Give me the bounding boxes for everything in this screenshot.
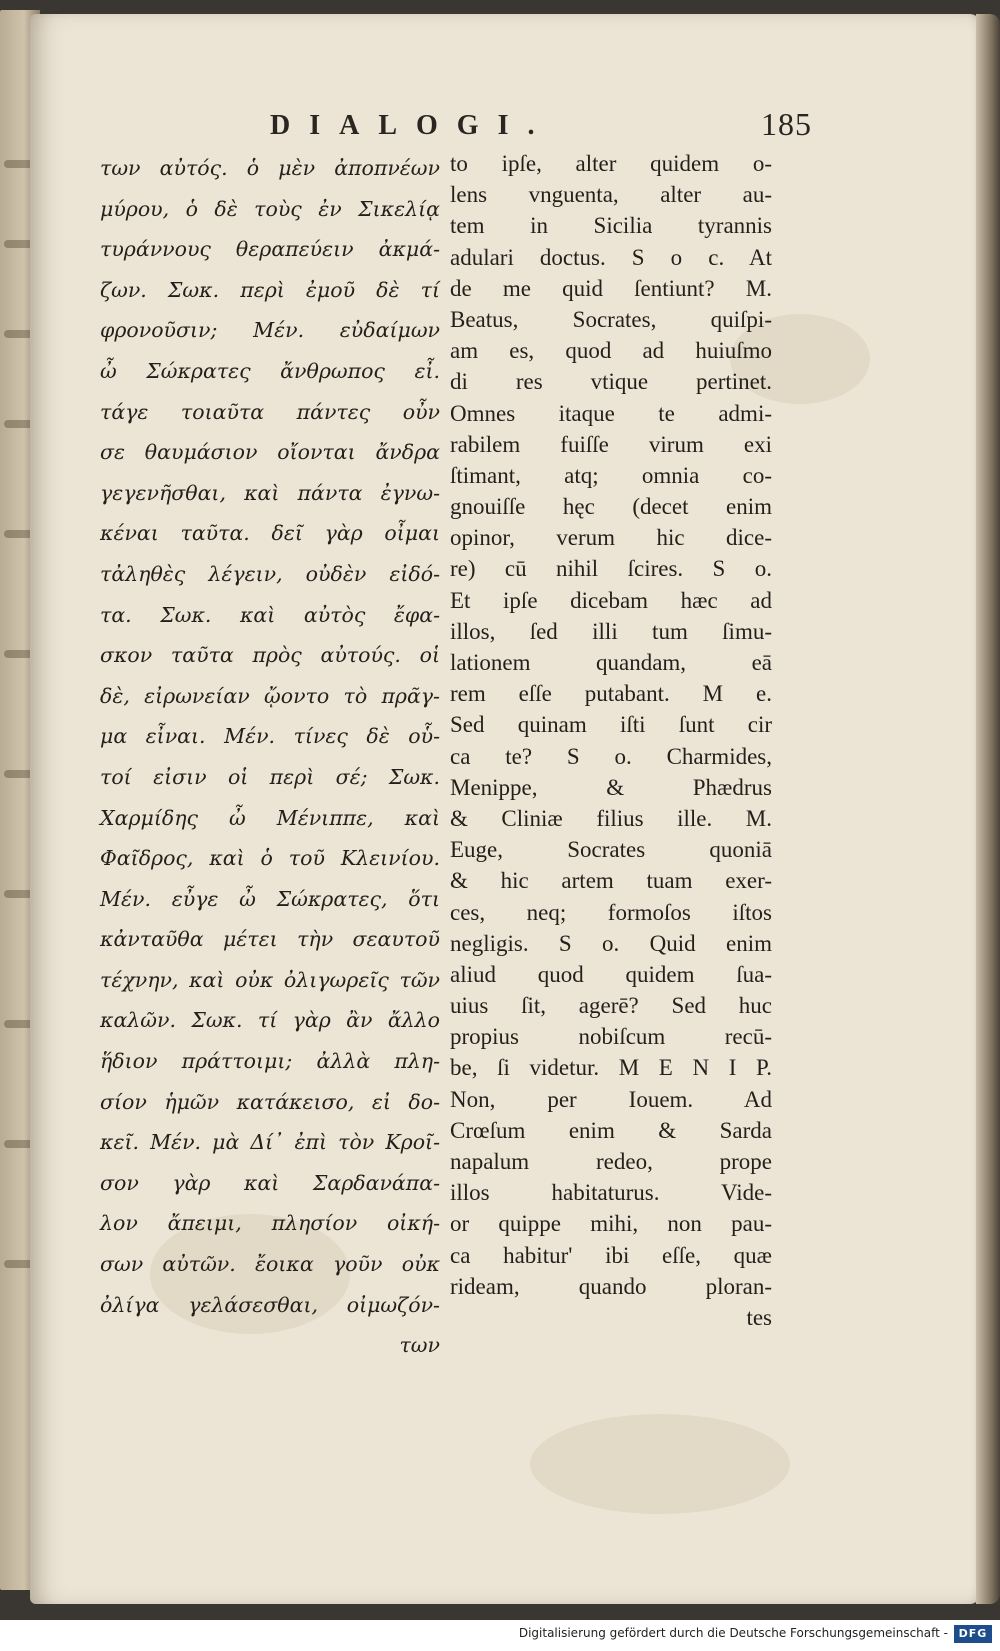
latin-text-line: aliud quod quidem ſua-	[450, 961, 772, 987]
greek-text-line: ζων. Σωκ. περὶ ἐμοῦ δὲ τί	[100, 277, 440, 302]
latin-text-column	[450, 148, 772, 1333]
greek-text-line: τάγε τοιαῦτα πάντες οὖν	[100, 399, 440, 424]
greek-text-line: Φαῖδρος, καὶ ὁ τοῦ Κλεινίου.	[100, 846, 440, 871]
latin-text-line: di res vtique pertinet.	[450, 369, 772, 395]
latin-text-line: adulari doctus. S o c. At	[450, 244, 772, 270]
latin-text-line: Euge, Socrates quoniā	[450, 837, 772, 863]
greek-text-line: μα εἶναι. Μέν. τίνες δὲ οὗ-	[100, 724, 440, 749]
latin-text-line: rabilem fuiſſe virum exi	[450, 431, 772, 457]
greek-text-line: κἀνταῦθα μέτει τὴν σεαυτοῦ	[100, 927, 440, 952]
greek-text-line: τα. Σωκ. καὶ αὐτὸς ἔφα-	[100, 602, 440, 627]
latin-text-line: Et ipſe dicebam hæc ad	[450, 587, 772, 613]
latin-text-line: lens vnguenta, alter au-	[450, 182, 772, 208]
latin-text-line: to ipſe, alter quidem o-	[450, 151, 772, 176]
latin-text-line: Menippe, & Phædrus	[450, 774, 772, 800]
latin-text-line: tem in Sicilia tyrannis	[450, 213, 772, 239]
latin-text-line: illos habitaturus. Vide-	[450, 1180, 772, 1206]
latin-text-line: & Cliniæ filius ille. M.	[450, 805, 772, 831]
latin-text-line: propius nobiſcum recū-	[450, 1024, 772, 1050]
latin-text-line: ces, neq; formoſos iſtos	[450, 899, 772, 925]
latin-text-line: ca habitur' ibi eſſe, quæ	[450, 1242, 772, 1268]
greek-text-line: σίον ἡμῶν κατάκεισο, εἰ δο-	[100, 1089, 440, 1114]
greek-text-line: τυράννους θεραπεύειν ἀκμά-	[100, 237, 440, 262]
latin-text-line: uius ſit, agerē? Sed huc	[450, 993, 772, 1019]
latin-text-line: lationem quandam, eā	[450, 650, 772, 675]
greek-text-line: σον γὰρ καὶ Σαρδανάπα-	[100, 1170, 440, 1195]
latin-text-line: opinor, verum hic dice-	[450, 525, 772, 551]
latin-text-line: am es, quod ad huiuſmo	[450, 338, 772, 364]
latin-text-line: ca te? S o. Charmides,	[450, 743, 772, 769]
greek-text-line: λον ἄπειμι, πλησίον οἰκή-	[100, 1211, 440, 1236]
latin-text-line: Omnes itaque te admi-	[450, 400, 772, 426]
footer-bar	[0, 1620, 1000, 1651]
greek-text-line: σων αὐτῶν. ἔοικα γοῦν οὐκ	[100, 1252, 440, 1277]
funding-credit: Digitalisierung gefördert durch die Deutsche Forschungsgemeinschaft -	[518, 1626, 948, 1640]
latin-text-line: gnouiſſe hęc (decet enim	[450, 494, 772, 520]
latin-text-line: de me quid ſentiunt? M.	[450, 275, 772, 301]
greek-text-line: τοί εἰσιν οἱ περὶ σέ; Σωκ.	[100, 764, 440, 789]
greek-text-line: κέναι ταῦτα. δεῖ γὰρ οἶμαι	[100, 521, 440, 546]
latin-text-line: ſtimant, atq; omnia co-	[450, 462, 772, 488]
greek-text-line: των αὐτός. ὁ μὲν ἀποπνέων	[100, 156, 440, 180]
latin-text-line: illos, ſed illi tum ſimu-	[450, 618, 772, 644]
latin-text-line: Non, per Iouem. Ad	[450, 1086, 772, 1112]
greek-text-line: τἀληθὲς λέγειν, οὐδὲν εἰδό-	[100, 561, 440, 586]
latin-text-line: rideam, quando ploran-	[450, 1273, 772, 1299]
latin-text-line: or quippe mihi, non pau-	[450, 1211, 772, 1237]
greek-text-line: καλῶν. Σωκ. τί γὰρ ἂν ἄλλο	[100, 1008, 440, 1033]
greek-text-line: ὦ Σώκρατες ἄνθρωπος εἶ.	[100, 358, 440, 383]
greek-text-line: των	[399, 1333, 440, 1358]
greek-text-line: σκον ταῦτα πρὸς αὐτούς. οἱ	[100, 643, 440, 668]
latin-text-line: & hic artem tuam exer-	[450, 868, 772, 894]
latin-text-line: Crœſum enim & Sarda	[450, 1117, 772, 1143]
greek-text-line: ἥδιον πράττοιμι; ἀλλὰ πλη-	[100, 1049, 440, 1074]
latin-text-line: Sed quinam iſti ſunt cir	[450, 712, 772, 738]
greek-text-line: τέχνην, καὶ οὐκ ὀλιγωρεῖς τῶν	[100, 967, 440, 992]
greek-text-line: γεγενῆσθαι, καὶ πάντα ἐγνω-	[100, 480, 440, 505]
page-number: 185	[761, 106, 812, 142]
latin-text-line: rem eſſe putabant. M e.	[450, 681, 772, 707]
latin-text-line: negligis. S o. Quid enim	[450, 930, 772, 956]
greek-text-line: δὲ, εἰρωνείαν ᾤοντο τὸ πρᾶγ-	[100, 683, 440, 708]
greek-text-line: σε θαυμάσιον οἴονται ἄνδρα	[100, 440, 440, 465]
latin-text-line: re) cū nihil ſcires. S o.	[450, 556, 772, 582]
dfg-logo: DFG	[954, 1625, 992, 1643]
latin-text-line: be, ſi videtur. M E N I P.	[450, 1055, 772, 1081]
greek-text-line: Χαρμίδης ὦ Μένιππε, καὶ	[100, 805, 440, 830]
greek-text-line: ὀλίγα γελάσεσθαι, οἰμωζόν-	[100, 1292, 440, 1317]
latin-text-line: tes	[746, 1304, 772, 1330]
greek-text-line: φρονοῦσιν; Μέν. εὐδαίμων	[100, 318, 440, 343]
greek-text-line: κεῖ. Μέν. μὰ Δί᾽ ἐπὶ τὸν Κροῖ-	[100, 1130, 440, 1155]
page-fore-edge	[976, 14, 1000, 1604]
greek-text-line: μύρου, ὁ δὲ τοὺς ἐν Σικελίᾳ	[100, 196, 440, 221]
latin-text-line: napalum redeo, prope	[450, 1149, 772, 1174]
latin-text-line: Beatus, Socrates, quiſpi-	[450, 306, 772, 332]
running-title: DIALOGI.	[270, 110, 554, 141]
page-header	[270, 106, 812, 150]
greek-text-line: Μέν. εὖγε ὦ Σώκρατες, ὅτι	[100, 886, 440, 911]
greek-text-column	[100, 148, 440, 1366]
